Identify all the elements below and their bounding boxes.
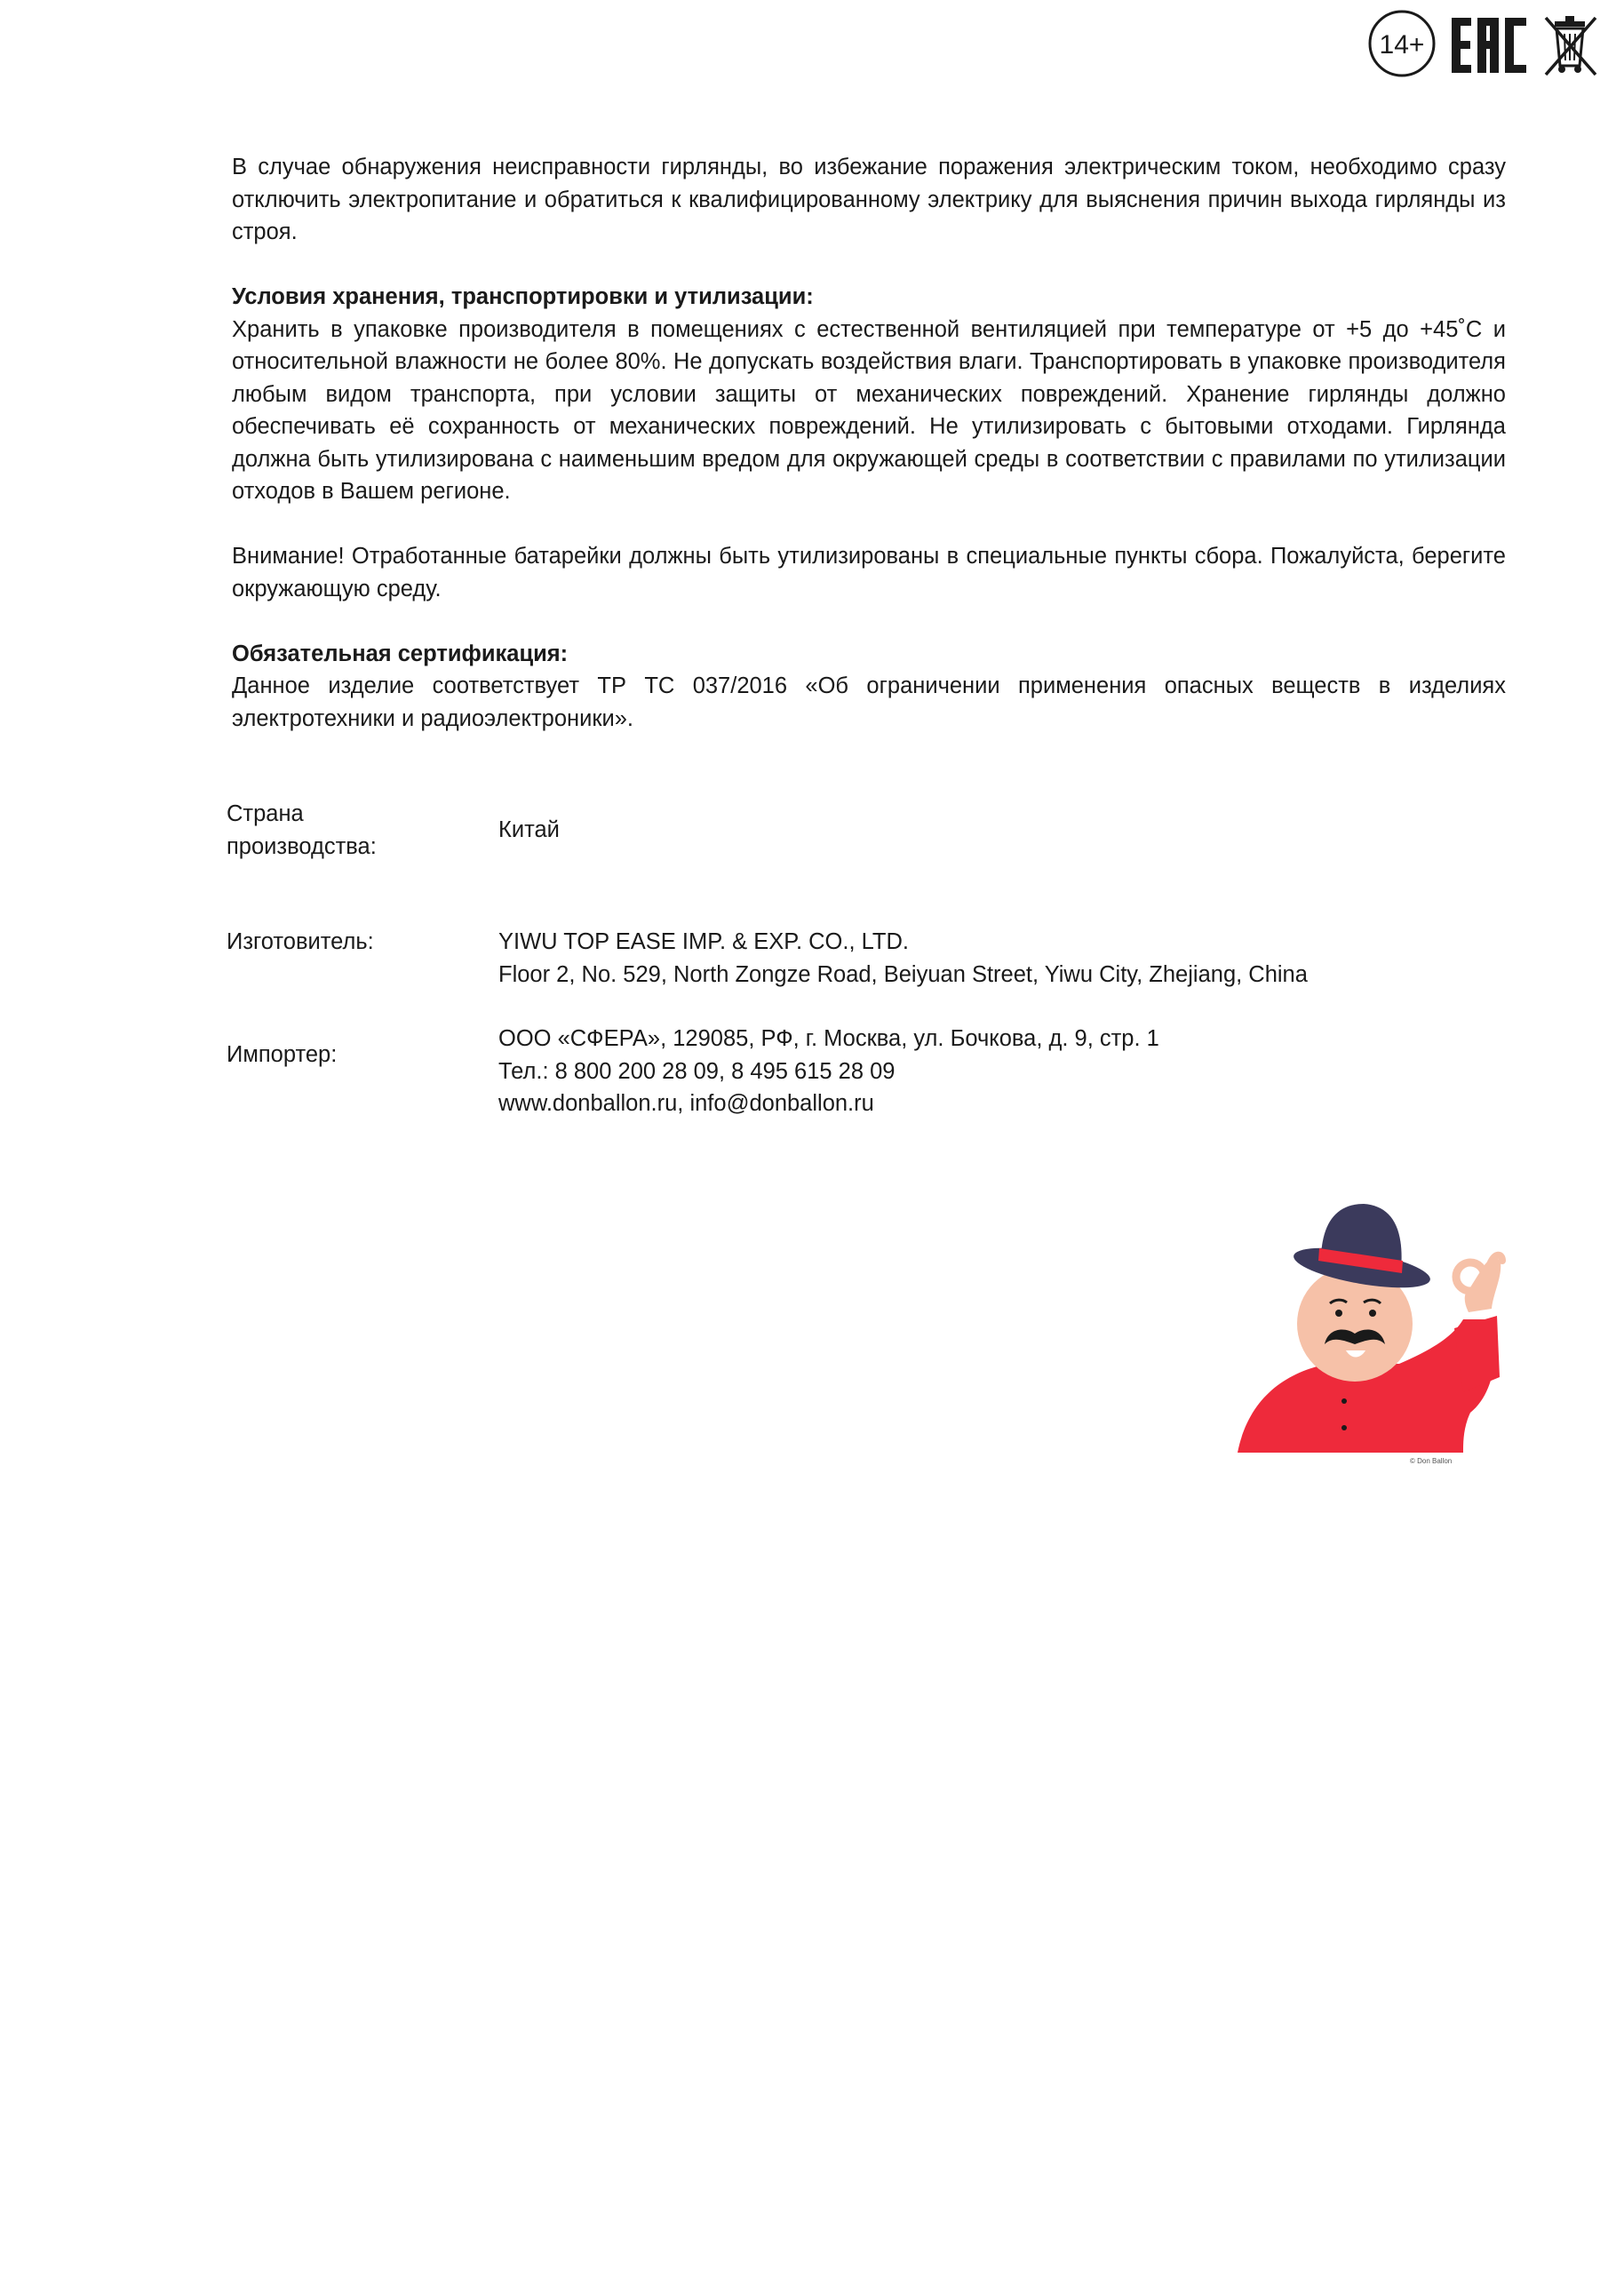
product-info <box>227 798 1470 1120</box>
certification-heading: Обязательная сертификация: <box>232 641 569 666</box>
eac-mark-icon <box>1448 14 1530 76</box>
age-rating-text: 14+ <box>1379 30 1425 60</box>
importer-value <box>498 1023 1470 1120</box>
crossed-bin-icon <box>1540 11 1603 82</box>
manufacturer-label: Изготовитель: <box>227 929 374 954</box>
malfunction-paragraph: В случае обнаружения неисправности гирлянды, во избежание поражения электрическим током, необходимо сразу отключить электропитание и обратиться к квалифицированному электрику для выяснения причин выхода гирлянды из строя. <box>232 155 1506 244</box>
importer-phone: Тел.: 8 800 200 28 09, 8 495 615 28 09 <box>498 1058 896 1084</box>
storage-heading: Условия хранения, транспортировки и утилизации: <box>232 284 814 309</box>
manufacturer-value <box>498 926 1470 991</box>
importer-row <box>227 1023 1470 1120</box>
manufacturer-row <box>227 926 1470 991</box>
mascot-illustration <box>1230 1195 1506 1466</box>
storage-paragraph: Хранить в упаковке производителя в помещениях с естественной вентиляцией при температуре от +5 до +45˚C и относительной влажности не более 80%. Не допускать воздействия влаги. Транспортировать в упаковке производителя любым видом транспорта, при условии защиты от механических повреждений. Хранение гирлянды должно обеспечивать её сохранность от механических повреждений. Не утилизировать с бытовыми отходами. Гирлянда должна быть утилизирована с наименьшим вредом для окружающей среды в соответствии с правилами по утилизации отходов в Вашем регионе. <box>232 316 1506 504</box>
country-row <box>227 798 1470 863</box>
importer-label: Импортер: <box>227 1042 338 1067</box>
country-value: Китай <box>498 817 560 842</box>
certification-paragraph: Данное изделие соответствует ТР ТС 037/2016 «Об ограничении применения опасных веществ в изделиях электротехники и радиоэлектроники». <box>232 673 1506 731</box>
battery-warning-paragraph: Внимание! Отработанные батарейки должны быть утилизированы в специальные пункты сбора. Пожалуйста, берегите окружающую среду. <box>232 544 1506 601</box>
importer-name: ООО «СФЕРА», 129085, РФ, г. Москва, ул. Бочкова, д. 9, стр. 1 <box>498 1026 1159 1051</box>
certification-marks <box>1366 7 1606 87</box>
importer-contacts: www.donballon.ru, info@donballon.ru <box>498 1091 874 1116</box>
country-label: Страна производства: <box>227 801 377 859</box>
instructions-body <box>232 151 1506 735</box>
mascot-copyright: © Don Ballon <box>1410 1457 1453 1465</box>
manufacturer-name: YIWU TOP EASE IMP. & EXP. CO., LTD. <box>498 929 909 954</box>
age-rating-mark <box>1366 7 1437 80</box>
manufacturer-address: Floor 2, No. 529, North Zongze Road, Beiyuan Street, Yiwu City, Zhejiang, China <box>498 961 1308 987</box>
